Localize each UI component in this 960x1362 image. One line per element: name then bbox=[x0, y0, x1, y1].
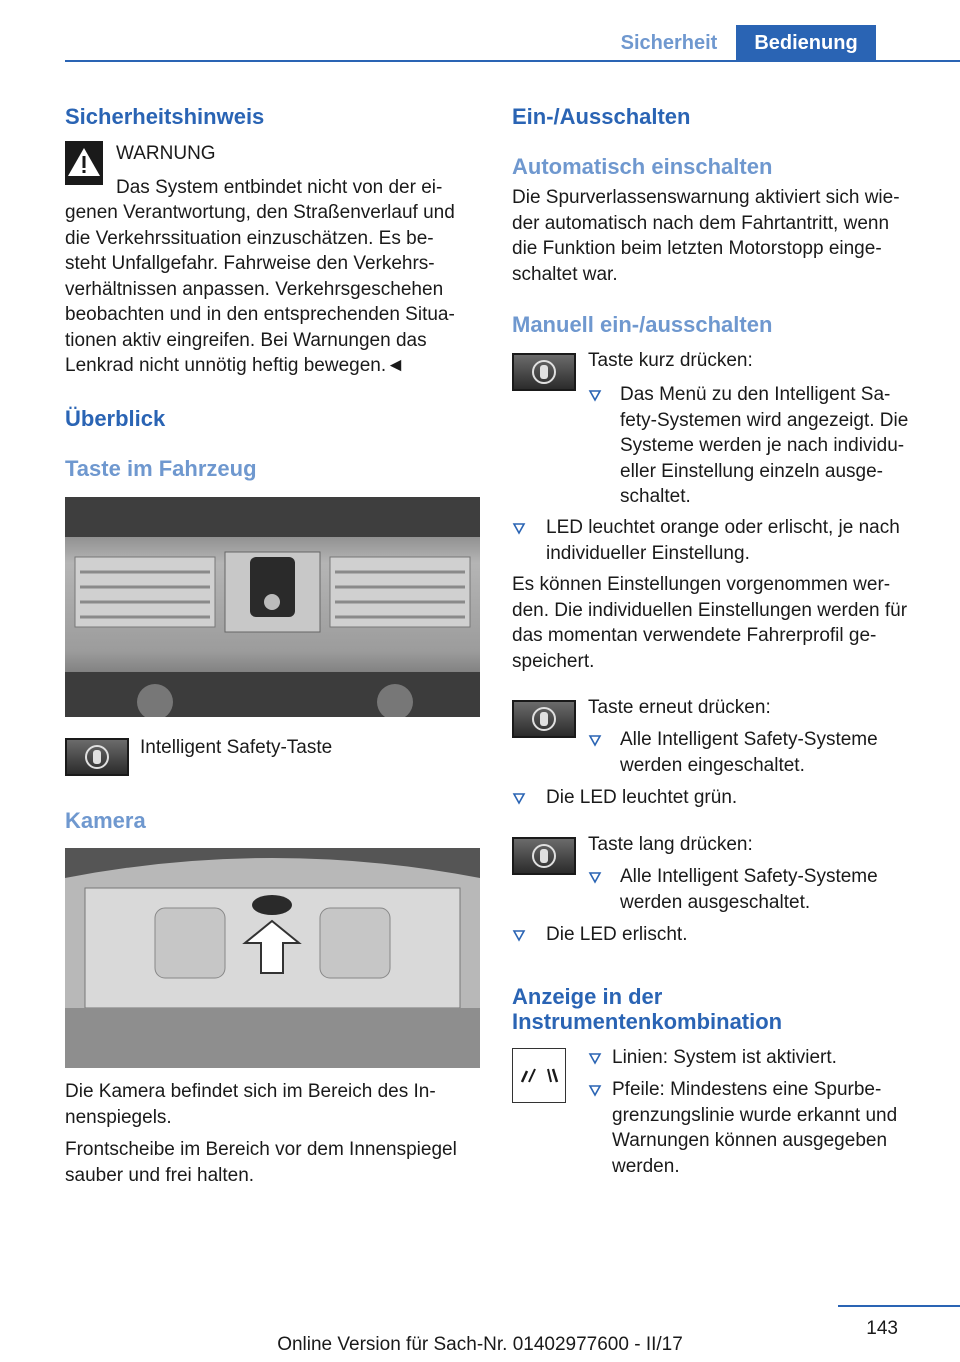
bullet-arrow-icon bbox=[588, 1083, 602, 1097]
online-version-footer: Online Version für Sach-Nr. 01402977600 - II/17 bbox=[277, 1334, 683, 1355]
list-item: LED leuchtet orange oder erlischt, je nach individueller Einstellung. bbox=[546, 517, 900, 564]
warning-text: genen Verantwortung, den Straßenverlauf und die Verkehrssituation einzuschätzen. Es be- steht Unfallgefahr. Fahrweise den Verkehrs- verhältnissen anpassen. Verkehrsgeschehen beobachten und in den entsprechenden Situa- tionen aktiv eingreifen. Bei Warnungen das Lenkrad nicht unnötig heftig bewegen.◄ bbox=[65, 202, 455, 376]
bullet-arrow-icon bbox=[512, 521, 526, 535]
bullet-arrow-icon bbox=[588, 870, 602, 884]
tab-sicherheit[interactable]: Sicherheit bbox=[604, 25, 734, 62]
warning-label: WARNUNG bbox=[116, 143, 216, 164]
heading-display-instrument-cluster: Anzeige in der Instrumentenkombination bbox=[512, 984, 783, 1034]
list-item: Das Menü zu den Intelligent Sa- fety-Systemen wird angezeigt. Die Systeme werden je nach individu- eller Einstellung einzeln ausge- schaltet. bbox=[620, 384, 909, 507]
lane-lines-icon bbox=[512, 1048, 566, 1103]
bullet-arrow-icon bbox=[588, 388, 602, 402]
camera-location-text: Die Kamera befindet sich im Bereich des In- nenspiegels. bbox=[65, 1081, 436, 1128]
list-item: Alle Intelligent Safety-Systeme werden eingeschaltet. bbox=[620, 729, 878, 776]
press-short-label: Taste kurz drücken: bbox=[588, 350, 753, 371]
subheading-camera: Kamera bbox=[65, 808, 146, 833]
subheading-manual-on-off: Manuell ein-/ausschalten bbox=[512, 312, 773, 337]
settings-text: Es können Einstellungen vorgenommen wer- den. Die individuellen Einstellungen werden für das momentan verwendete Fahrerprofil ge- speichert. bbox=[512, 574, 908, 672]
list-item: Pfeile: Mindestens eine Spurbe- grenzungslinie wurde erkannt und Warnungen können ausgegeben werden. bbox=[612, 1079, 898, 1177]
heading-on-off: Ein-/Ausschalten bbox=[512, 104, 691, 129]
camera-photo bbox=[65, 848, 480, 1068]
auto-on-text: Die Spurverlassenswarnung aktiviert sich wie- der automatisch nach dem Fahrtantritt, wenn die Funktion beim letzten Motorstopp einge- schaltet war. bbox=[512, 187, 900, 285]
dashboard-button-photo bbox=[65, 497, 480, 717]
bullet-arrow-icon bbox=[512, 928, 526, 942]
list-item: Alle Intelligent Safety-Systeme werden ausgeschaltet. bbox=[620, 866, 878, 913]
intelligent-safety-button-icon bbox=[65, 738, 129, 776]
warning-text-line: Das System entbindet nicht von der ei- bbox=[116, 177, 443, 198]
tab-bedienung[interactable]: Bedienung bbox=[736, 25, 876, 62]
heading-overview: Überblick bbox=[65, 406, 166, 431]
bullet-arrow-icon bbox=[588, 1051, 602, 1065]
press-long-label: Taste lang drücken: bbox=[588, 834, 753, 855]
warning-icon bbox=[65, 141, 103, 185]
header-rule bbox=[65, 60, 960, 62]
list-item: Die LED leuchtet grün. bbox=[546, 787, 738, 808]
list-item: Linien: System ist aktiviert. bbox=[612, 1047, 837, 1068]
button-caption: Intelligent Safety-Taste bbox=[140, 737, 333, 758]
heading-safety-notice: Sicherheitshinweis bbox=[65, 104, 265, 129]
subheading-button-in-vehicle: Taste im Fahrzeug bbox=[65, 456, 257, 481]
intelligent-safety-button-icon bbox=[512, 837, 576, 875]
bullet-arrow-icon bbox=[512, 791, 526, 805]
subheading-auto-on: Automatisch einschalten bbox=[512, 154, 773, 179]
intelligent-safety-button-icon bbox=[512, 353, 576, 391]
bullet-arrow-icon bbox=[588, 733, 602, 747]
list-item: Die LED erlischt. bbox=[546, 924, 688, 945]
press-again-label: Taste erneut drücken: bbox=[588, 697, 771, 718]
footer-rule bbox=[838, 1305, 960, 1307]
page-number: 143 bbox=[866, 1318, 898, 1339]
camera-cleaning-text: Frontscheibe im Bereich vor dem Innenspiegel sauber und frei halten. bbox=[65, 1139, 457, 1186]
intelligent-safety-button-icon bbox=[512, 700, 576, 738]
